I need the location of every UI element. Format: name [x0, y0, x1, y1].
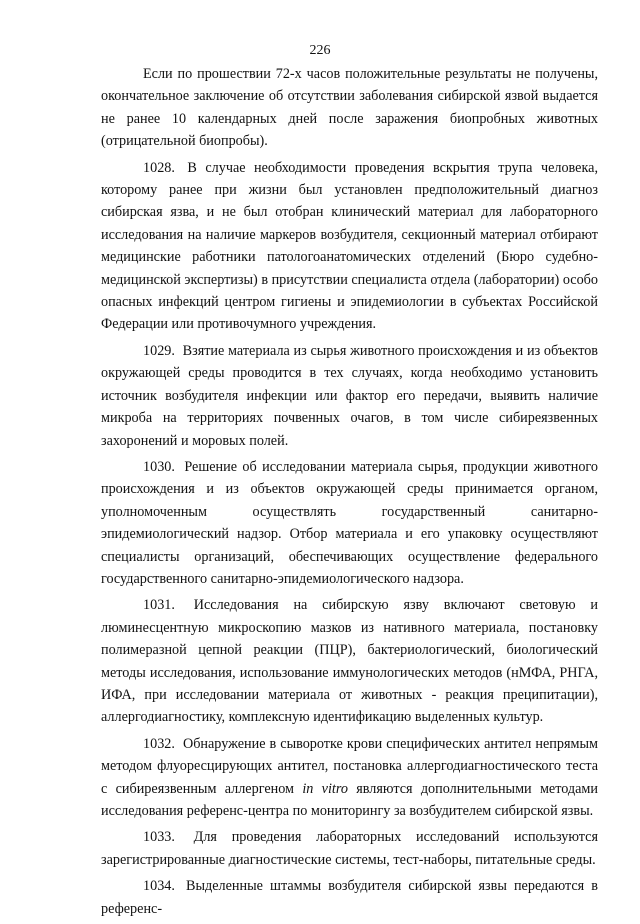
paragraph-1033 — [101, 826, 598, 871]
paragraph-number: 1034. — [143, 878, 175, 895]
paragraph-text: В случае необходимости проведения вскрытия трупа человека, которому ранее при жизни был установлен предположительный диагноз сибирская язва, и не был отобран клинический материал для лабораторного исследования на наличие маркеров возбудителя, секционный материал отбирают медицинские работники патологоанатомических отделений (Бюро судебно-медицинской экспертизы) в присутствии специалиста отдела (лаборатории) особо опасных инфекций центром гигиены и эпидемиологии в субъектах Российской Федерации или противочумного учреждения. — [101, 159, 598, 333]
paragraph-text: являются дополнительными методами исследования референс-центра по мониторингу за возбудителем сибирской язвы. — [101, 780, 598, 819]
paragraph-number: 1028. — [143, 159, 175, 176]
paragraph-number: 1033. — [143, 829, 175, 846]
paragraph-number: 1029. — [143, 342, 175, 359]
paragraph-number: 1032. — [143, 735, 175, 752]
paragraph-1029 — [101, 340, 598, 452]
paragraph-text: Выделенные штаммы возбудителя сибирской язвы передаются в референс- — [101, 878, 598, 917]
paragraph-1034 — [101, 875, 598, 920]
paragraph-text: Обнаружение в сыворотке крови специфических антител непрямым методом флуоресцирующих антител, постановка аллергодиагностического теста с сибиреязвенным аллергеном — [101, 735, 598, 797]
paragraph-text: Взятие материала из сырья животного происхождения и из объектов окружающей среды проводится в тех случаях, когда необходимо установить источник возбудителя инфекции или фактор его передачи, выявить наличие микроба на территориях почвенных очагов, в том числе сибиреязвенных захоронений и моровых полей. — [101, 342, 598, 449]
paragraph-1032 — [101, 733, 598, 823]
document-body — [101, 63, 598, 924]
paragraph-1030 — [101, 456, 598, 590]
page-number: 226 — [309, 43, 331, 58]
paragraph-number: 1030. — [143, 458, 175, 475]
paragraph-text: Решение об исследовании материала сырья, продукции животного происхождения и из объектов окружающей среды принимается органом, уполномоченным осуществлять государственный санитарно-эпидемиологический надзор. Отбор материала и его упаковку осуществляют специалисты организаций, обеспечивающих осуществление федерального государственного санитарно-эпидемиологического надзора. — [101, 458, 598, 587]
paragraph-text: Для проведения лабораторных исследований используются зарегистрированные диагностические системы, тест-наборы, питательные среды. — [101, 829, 599, 868]
paragraph-1031 — [101, 594, 598, 728]
paragraph-text: Исследования на сибирскую язву включают световую и люминесцентную микроскопию мазков из нативного материала, постановку полимеразной цепной реакции (ПЦР), бактериологический, биологический методы исследования, использование иммунологических методов (нМФА, РНГА, ИФА, при исследовании материала от животных - реакция преципитации), аллергодиагностику, комплексную идентификацию выделенных культур. — [101, 597, 599, 726]
paragraph-italic-text: in vitro — [302, 780, 348, 797]
paragraph-1028 — [101, 157, 598, 336]
paragraph-continuation — [101, 63, 598, 153]
paragraph-number: 1031. — [143, 597, 175, 614]
paragraph-text: Если по прошествии 72-х часов положительные результаты не получены, окончательное заключение об отсутствии заболевания сибирской язвой выдается не ранее 10 календарных дней после заражения биопробных животных (отрицательной биопробы). — [101, 66, 598, 150]
